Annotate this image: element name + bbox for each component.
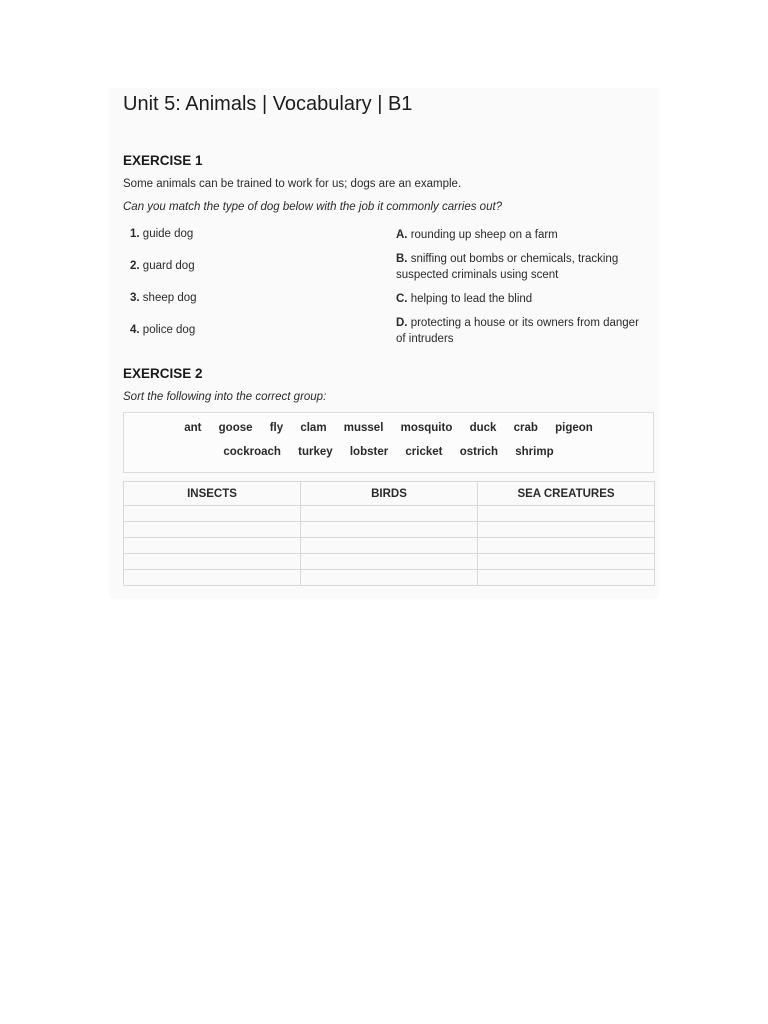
table-cell — [124, 570, 301, 586]
word-item: mosquito — [400, 422, 453, 434]
word-item: shrimp — [515, 446, 554, 458]
table-cell — [301, 538, 478, 554]
table-row — [124, 538, 655, 554]
job-item-text: helping to lead the blind — [410, 293, 533, 305]
word-bank-row — [124, 422, 653, 434]
dog-item-number: 1. — [130, 228, 140, 240]
table-cell — [478, 506, 655, 522]
word-item: ant — [184, 422, 202, 434]
job-item-letter: D. — [396, 317, 408, 329]
word-item: cricket — [405, 446, 443, 458]
word-item: fly — [269, 422, 284, 434]
table-row — [124, 554, 655, 570]
table-cell — [478, 538, 655, 554]
job-item-text: sniffing out bombs or chemicals, tracking suspected criminals using scent — [396, 253, 619, 281]
table-cell — [301, 506, 478, 522]
job-item — [396, 251, 646, 283]
table-cell — [124, 554, 301, 570]
job-item-letter: B. — [396, 253, 408, 265]
dog-item-text: guard dog — [142, 260, 195, 272]
word-item: turkey — [298, 446, 333, 458]
word-item: mussel — [343, 422, 384, 434]
dog-item-number: 2. — [130, 260, 140, 272]
table-header-row — [124, 482, 655, 506]
dog-item-text: sheep dog — [142, 292, 197, 304]
table-cell — [301, 522, 478, 538]
job-item — [396, 315, 646, 347]
table-row — [124, 570, 655, 586]
job-item-text: rounding up sheep on a farm — [410, 229, 558, 241]
table-row — [124, 506, 655, 522]
word-bank — [123, 412, 654, 473]
exercise-1-heading: EXERCISE 1 — [123, 153, 203, 168]
dog-item-number: 3. — [130, 292, 140, 304]
dog-item — [130, 292, 197, 304]
column-header: SEA CREATURES — [478, 482, 655, 506]
word-item: goose — [218, 422, 253, 434]
dog-item — [130, 228, 193, 240]
table-cell — [478, 522, 655, 538]
exercise-1-intro: Some animals can be trained to work for us; dogs are an example. — [123, 178, 462, 190]
table-row — [124, 522, 655, 538]
dog-item-text: police dog — [142, 324, 196, 336]
table-cell — [124, 522, 301, 538]
exercise-1-question: Can you match the type of dog below with the job it commonly carries out? — [123, 201, 503, 213]
job-item-letter: C. — [396, 293, 408, 305]
job-item-text: protecting a house or its owners from danger of intruders — [396, 317, 639, 345]
table-cell — [478, 554, 655, 570]
word-item: ostrich — [459, 446, 499, 458]
word-item: cockroach — [223, 446, 281, 458]
word-item: clam — [300, 422, 327, 434]
table-cell — [301, 554, 478, 570]
column-header: BIRDS — [301, 482, 478, 506]
job-item — [396, 291, 646, 307]
word-item: lobster — [349, 446, 389, 458]
dog-item — [130, 324, 195, 336]
exercise-2-instruction: Sort the following into the correct group: — [123, 391, 327, 403]
dog-item-text: guide dog — [142, 228, 194, 240]
exercise-2-heading: EXERCISE 2 — [123, 366, 203, 381]
sorting-table — [123, 481, 655, 586]
table-cell — [124, 506, 301, 522]
column-header: INSECTS — [124, 482, 301, 506]
word-bank-row — [124, 446, 653, 458]
job-item — [396, 227, 646, 243]
word-item: pigeon — [555, 422, 593, 434]
table-cell — [478, 570, 655, 586]
job-item-letter: A. — [396, 229, 408, 241]
word-item: duck — [469, 422, 497, 434]
table-cell — [124, 538, 301, 554]
table-cell — [301, 570, 478, 586]
dog-item-number: 4. — [130, 324, 140, 336]
word-item: crab — [513, 422, 538, 434]
page-title: Unit 5: Animals | Vocabulary | B1 — [123, 93, 413, 115]
dog-item — [130, 260, 195, 272]
